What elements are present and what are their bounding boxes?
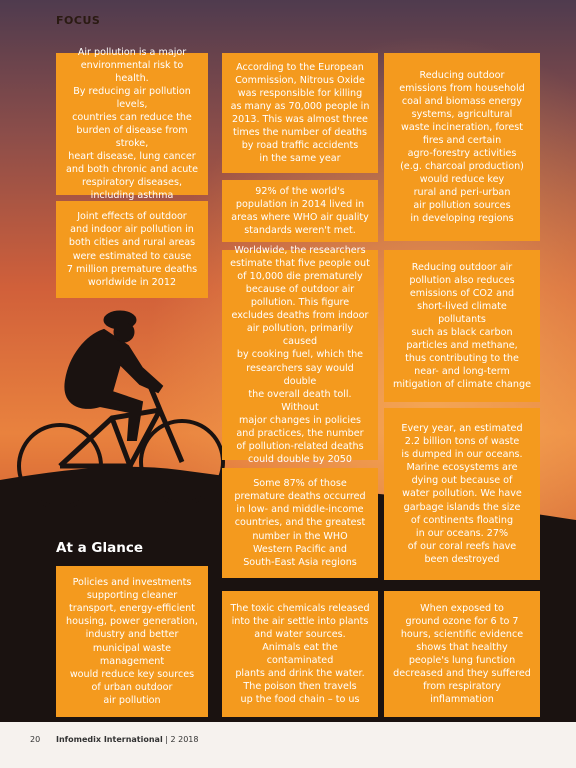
fact-line: could double by 2050 — [247, 453, 352, 465]
fact-line: excludes deaths from indoor — [231, 310, 369, 322]
fact-line: Policies and investments — [72, 577, 192, 589]
fact-line: particles and methane, — [406, 340, 518, 352]
fact-line: transport, energy-efficient — [68, 603, 195, 615]
fact-line: times the number of deaths — [232, 127, 367, 139]
fact-line: South-East Asia regions — [243, 556, 357, 568]
fact-line: because of outdoor air — [245, 284, 355, 296]
fact-box-ocean-waste — [384, 408, 540, 580]
fact-line: and both chronic and acute — [66, 164, 198, 176]
fact-line: in developing regions — [410, 213, 514, 225]
fact-line: pollution also reduces — [409, 274, 515, 286]
fact-line: Commission, Nitrous Oxide — [235, 74, 365, 86]
fact-line: burden of disease from stroke, — [76, 125, 188, 150]
fact-line: Reducing outdoor — [419, 69, 505, 81]
fact-line: dying out because of — [411, 475, 513, 487]
fact-line: and practices, the number — [236, 427, 364, 439]
fact-line: Marine ecosystems are — [406, 462, 518, 474]
section-header: FOCUS — [56, 14, 101, 27]
fact-line: number in the WHO — [252, 530, 348, 542]
page-footer — [0, 722, 576, 768]
fact-line: countries can reduce the — [72, 111, 192, 123]
fact-line: garbage islands the size — [403, 501, 521, 513]
fact-line: By reducing air pollution levels, — [73, 85, 191, 110]
fact-line: thus contributing to the — [405, 353, 519, 365]
fact-line: Some 87% of those — [253, 478, 347, 490]
fact-line: coal and biomass energy — [401, 95, 523, 107]
fact-box-ground-ozone — [384, 591, 540, 717]
page-number: 20 — [30, 735, 41, 744]
fact-line: 92% of the world's — [255, 185, 345, 197]
fact-line: would reduce key sources — [69, 668, 195, 680]
fact-line: ground ozone for 6 to 7 — [405, 615, 519, 627]
fact-line: near- and long-term — [414, 366, 510, 378]
fact-line: of our coral reefs have — [407, 540, 517, 552]
fact-line: Reducing outdoor air — [411, 261, 513, 273]
fact-line: population in 2014 lived in — [235, 198, 365, 210]
fact-line: supporting cleaner — [86, 590, 178, 602]
fact-line: The toxic chemicals released — [230, 602, 370, 614]
issue-number: | 2 2018 — [165, 735, 199, 744]
fact-line: housing, power generation, — [66, 616, 198, 628]
fact-line: systems, agricultural — [411, 108, 513, 120]
fact-box-who-standards — [222, 180, 378, 242]
fact-box-policies — [56, 566, 208, 717]
fact-line: of continents floating — [410, 514, 514, 526]
fact-box-toxic-chemicals — [222, 591, 378, 717]
fact-line: Western Pacific and — [253, 543, 347, 555]
fact-line: decreased and they suffered — [393, 668, 531, 680]
fact-line: up the food chain – to us — [240, 694, 360, 706]
fact-line: people's lung function — [408, 655, 516, 666]
fact-line: (e.g. charcoal production) — [400, 161, 524, 173]
fact-line: hours, scientific evidence — [400, 628, 524, 640]
fact-line: of urban outdoor — [91, 681, 173, 693]
fact-line: and indoor air pollution in — [70, 224, 194, 236]
at-a-glance-title: At a Glance — [56, 540, 143, 556]
fact-line: municipal waste management — [92, 642, 172, 667]
publication-credit — [56, 735, 198, 744]
fact-line: respiratory diseases, — [82, 177, 182, 189]
fact-line: was responsible for killing — [237, 87, 363, 99]
fact-line: Every year, an estimated — [401, 423, 523, 435]
fact-line: in our oceans. 27% — [415, 527, 509, 539]
fact-line: heart disease, lung cancer — [68, 151, 196, 163]
fact-line: According to the European — [236, 61, 364, 73]
fact-line: emissions from household — [399, 82, 525, 94]
fact-line: 2013. This was almost three — [232, 114, 368, 125]
fact-box-regions — [222, 468, 378, 578]
fact-line: waste incineration, forest — [400, 121, 524, 133]
fact-line: Air pollution is a major — [77, 46, 187, 58]
fact-line: pollution. This figure — [250, 297, 350, 309]
fact-line: by road traffic accidents — [241, 140, 359, 152]
fact-box-climate-mitigation — [384, 250, 540, 402]
fact-line: air pollution sources — [413, 200, 511, 212]
fact-line: standards weren't met. — [244, 225, 356, 237]
fact-line: emissions of CO2 and — [409, 287, 515, 299]
fact-line: Worldwide, the researchers — [234, 245, 366, 257]
fact-box-researchers-estimate — [222, 245, 378, 465]
fact-line: plants and drink the water. — [235, 668, 365, 680]
fact-line: mitigation of climate change — [393, 379, 531, 391]
fact-line: premature deaths occurred — [234, 491, 366, 503]
fact-box-reducing-emissions — [384, 53, 540, 241]
fact-line: shows that healthy — [416, 641, 508, 653]
fact-line: from respiratory inflammation — [423, 681, 501, 706]
publication-name: Infomedix International — [56, 735, 163, 744]
fact-line: industry and better — [85, 629, 179, 641]
fact-line: 2.2 billion tons of waste — [404, 436, 520, 448]
fact-line: When exposed to — [420, 602, 504, 614]
fact-line: of pollution-related deaths — [236, 440, 364, 452]
fact-line: would reduce key — [419, 174, 505, 186]
fact-line: as many as 70,000 people in — [230, 100, 370, 112]
fact-line: air pollution — [103, 694, 161, 706]
fact-line: Joint effects of outdoor — [77, 211, 187, 223]
fact-line: researchers say would double — [246, 362, 354, 387]
fact-line: of 10,000 die prematurely — [237, 271, 363, 283]
fact-line: water pollution. We have — [402, 488, 522, 500]
fact-line: worldwide in 2012 — [87, 276, 177, 288]
fact-box-european-commission — [222, 53, 378, 173]
fact-line: such as black carbon — [411, 327, 513, 338]
fact-line: rural and peri-urban — [413, 187, 511, 199]
fact-line: agro-forestry activities — [407, 148, 517, 159]
fact-line: major changes in policies — [238, 414, 362, 426]
fact-line: were estimated to cause — [72, 250, 192, 262]
fact-line: estimate that five people out — [230, 258, 370, 270]
fact-line: environmental risk to health. — [80, 59, 184, 84]
fact-line: 7 million premature deaths — [66, 263, 198, 275]
fact-line: including asthma — [90, 190, 174, 202]
fact-line: short-lived climate pollutants — [417, 300, 507, 325]
fact-line: fires and certain — [422, 134, 502, 146]
fact-line: The poison then travels — [243, 681, 357, 693]
fact-line: the overall death toll. Without — [248, 388, 352, 413]
fact-line: air pollution, primarily caused — [246, 323, 354, 348]
fact-line: by cooking fuel, which the — [236, 349, 364, 361]
fact-line: into the air settle into plants — [231, 615, 369, 627]
fact-line: Animals eat the contaminated — [262, 641, 338, 666]
fact-line: both cities and rural areas — [68, 237, 196, 249]
fact-box-premature-deaths — [56, 201, 208, 298]
fact-line: in the same year — [259, 153, 341, 165]
fact-line: is dumped in our oceans. — [401, 449, 523, 461]
fact-line: been destroyed — [424, 553, 500, 565]
fact-box-health-risk — [56, 46, 208, 202]
fact-line: countries, and the greatest — [234, 517, 366, 529]
fact-line: and water sources. — [254, 628, 346, 640]
fact-line: in low- and middle-income — [236, 504, 364, 516]
fact-line: areas where WHO air quality — [231, 212, 369, 223]
